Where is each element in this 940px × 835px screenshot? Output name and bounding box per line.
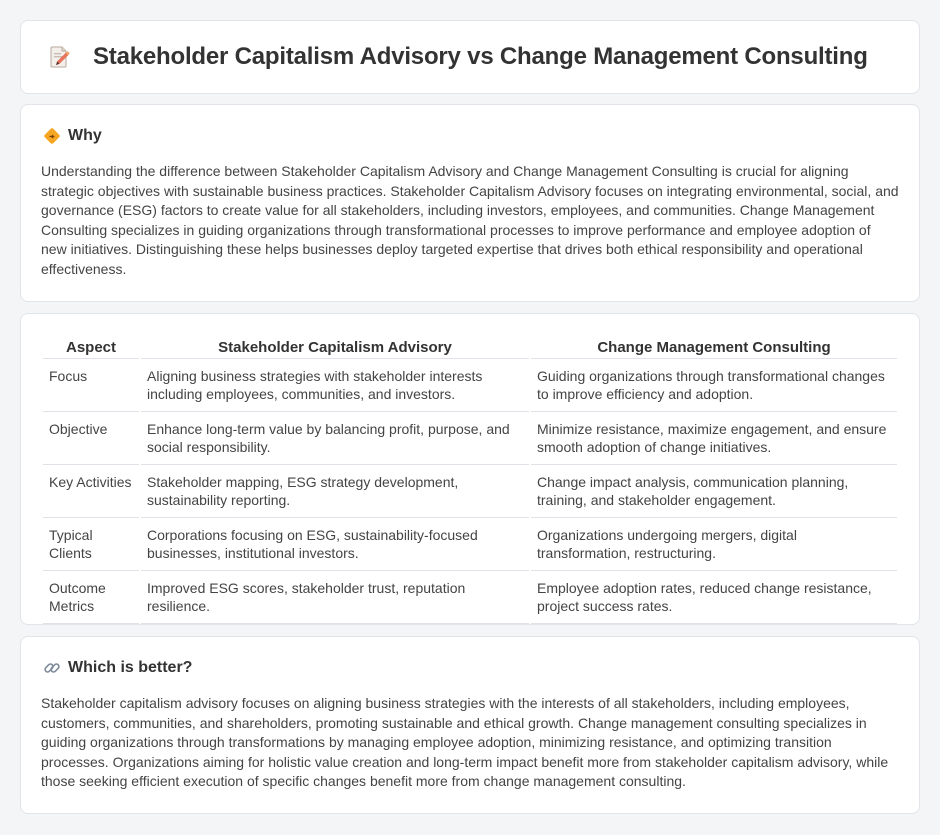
header-stakeholder-capitalism: Stakeholder Capitalism Advisory [141, 334, 529, 359]
page-title: Stakeholder Capitalism Advisory vs Change Management Consulting [93, 43, 868, 70]
aspect-cell: Typical Clients [43, 518, 139, 571]
change-cell: Organizations undergoing mergers, digital transformation, restructuring. [531, 518, 897, 571]
title-card [20, 20, 920, 94]
why-heading: Why [68, 127, 102, 144]
aspect-cell: Objective [43, 412, 139, 465]
change-cell: Guiding organizations through transformational changes to improve efficiency and adoption. [531, 359, 897, 412]
document-pen-icon [47, 45, 71, 69]
comparison-table [41, 334, 899, 624]
change-cell: Minimize resistance, maximize engagement, and ensure smooth adoption of change initiatives. [531, 412, 897, 465]
which-is-better-section [20, 636, 920, 814]
change-cell: Change impact analysis, communication planning, training, and stakeholder engagement. [531, 465, 897, 518]
stakeholder-cell: Enhance long-term value by balancing profit, purpose, and social responsibility. [141, 412, 529, 465]
table-row [43, 465, 897, 518]
header-aspect: Aspect [43, 334, 139, 359]
stakeholder-cell: Corporations focusing on ESG, sustainability-focused businesses, institutional investors. [141, 518, 529, 571]
table-header-row [43, 334, 897, 359]
header-change-management: Change Management Consulting [531, 334, 897, 359]
table-row [43, 571, 897, 624]
link-icon [43, 659, 61, 677]
stakeholder-cell: Aligning business strategies with stakeholder interests including employees, communities, and investors. [141, 359, 529, 412]
why-section [20, 104, 920, 302]
diamond-sign-icon [43, 127, 61, 145]
table-row [43, 412, 897, 465]
aspect-cell: Focus [43, 359, 139, 412]
stakeholder-cell: Improved ESG scores, stakeholder trust, reputation resilience. [141, 571, 529, 624]
change-cell: Employee adoption rates, reduced change resistance, project success rates. [531, 571, 897, 624]
table-row [43, 518, 897, 571]
aspect-cell: Key Activities [43, 465, 139, 518]
comparison-section [20, 313, 920, 625]
why-text: Understanding the difference between Stakeholder Capitalism Advisory and Change Management Consulting is crucial for aligning strategic objectives with sustainable business practices. Stakeholder Capitalism Advisory focuses on integrating environmental, social, and governance (ESG) factors to create value for all stakeholders, including investors, employees, and communities. Change Management Consulting specializes in guiding organizations through transformational processes to improve performance and employee adoption of new initiatives. Distinguishing these helps businesses deploy targeted expertise that drives both ethical responsibility and operational effectiveness. [41, 163, 899, 277]
better-text: Stakeholder capitalism advisory focuses on aligning business strategies with the interests of all stakeholders, including employees, customers, communities, and shareholders, promoting sustainable and ethical growth. Change management consulting specializes in guiding organizations through transformations by managing employee adoption, minimizing resistance, and optimizing transition processes. Organizations aiming for holistic value creation and long-term impact benefit more from stakeholder capitalism advisory, while those seeking efficient execution of specific changes benefit more from change management consulting. [41, 695, 889, 789]
table-row [43, 359, 897, 412]
aspect-cell: Outcome Metrics [43, 571, 139, 624]
stakeholder-cell: Stakeholder mapping, ESG strategy development, sustainability reporting. [141, 465, 529, 518]
better-heading: Which is better? [68, 659, 193, 676]
